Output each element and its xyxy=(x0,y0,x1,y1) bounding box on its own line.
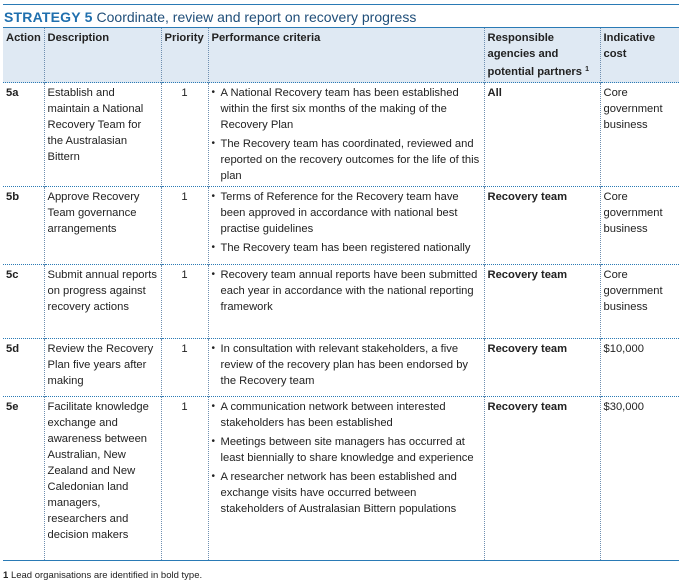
table-row xyxy=(3,187,679,265)
cost-cell: $10,000 xyxy=(600,339,679,397)
table-row xyxy=(3,339,679,397)
table-header-row xyxy=(3,28,679,83)
priority-cell: 1 xyxy=(161,187,208,265)
header-responsible-text: Responsible agencies and potential partners xyxy=(487,32,582,78)
criteria-list xyxy=(212,189,481,256)
criteria-cell xyxy=(208,265,484,339)
bullet-icon: • xyxy=(211,138,216,149)
header-responsible xyxy=(484,28,600,83)
table-row xyxy=(3,397,679,561)
header-description: Description xyxy=(44,28,161,83)
header-cost: Indicative cost xyxy=(600,28,679,83)
description-cell: Review the Recovery Plan five years after making xyxy=(44,339,161,397)
bullet-icon: • xyxy=(211,343,216,354)
description-cell: Establish and maintain a National Recovery Team for the Australasian Bittern xyxy=(44,83,161,187)
criteria-cell xyxy=(208,83,484,187)
criteria-item xyxy=(212,434,481,466)
footnote xyxy=(3,568,202,584)
header-responsible-footnote-ref: 1 xyxy=(585,66,590,73)
responsible-cell: Recovery team xyxy=(484,339,600,397)
criteria-text: Meetings between site managers has occurred at least biennially to share knowledge and experience xyxy=(220,436,474,464)
action-id-cell: 5a xyxy=(6,87,19,99)
footnote-text: Lead organisations are identified in bold type. xyxy=(10,570,203,581)
criteria-text: A researcher network has been established and exchange visits have occurred between stakeholders of Australasian Bittern populations xyxy=(220,471,457,515)
responsible-cell: Recovery team xyxy=(484,187,600,265)
description-cell: Submit annual reports on progress against recovery actions xyxy=(44,265,161,339)
criteria-cell xyxy=(208,339,484,397)
cost-cell: $30,000 xyxy=(600,397,679,561)
footnote-number: 1 xyxy=(3,570,9,581)
criteria-item xyxy=(212,85,481,133)
header-priority: Priority xyxy=(161,28,208,83)
criteria-item xyxy=(212,267,481,315)
priority-cell: 1 xyxy=(161,339,208,397)
header-action: Action xyxy=(3,28,44,83)
criteria-list xyxy=(212,85,481,184)
description-cell: Approve Recovery Team governance arrangements xyxy=(44,187,161,265)
table-row xyxy=(3,265,679,339)
strategy-title-text: Coordinate, review and report on recovery progress xyxy=(96,9,417,25)
criteria-text: A National Recovery team has been established within the first six months of the making of the Recovery Plan xyxy=(220,87,459,131)
description-cell: Facilitate knowledge exchange and awareness between Australian, New Zealand and New Caledonian land managers, researchers and decision makers xyxy=(44,397,161,561)
criteria-item xyxy=(212,189,481,237)
criteria-cell xyxy=(208,187,484,265)
bullet-icon: • xyxy=(211,242,216,253)
bullet-icon: • xyxy=(211,471,216,482)
criteria-text: A communication network between interested stakeholders has been established xyxy=(220,401,446,429)
strategy-table-container xyxy=(3,4,679,561)
table-body xyxy=(3,83,679,561)
cost-cell: Core government business xyxy=(600,83,679,187)
responsible-cell: All xyxy=(484,83,600,187)
bullet-icon: • xyxy=(211,269,216,280)
table-row xyxy=(3,83,679,187)
responsible-cell: Recovery team xyxy=(484,265,600,339)
bullet-icon: • xyxy=(211,436,216,447)
priority-cell: 1 xyxy=(161,397,208,561)
priority-cell: 1 xyxy=(161,83,208,187)
cost-cell: Core government business xyxy=(600,187,679,265)
criteria-item xyxy=(212,469,481,517)
criteria-list xyxy=(212,341,481,389)
action-id-cell: 5b xyxy=(6,191,20,203)
criteria-item xyxy=(212,240,481,256)
criteria-item xyxy=(212,399,481,431)
criteria-list xyxy=(212,399,481,517)
responsible-cell: Recovery team xyxy=(484,397,600,561)
bullet-icon: • xyxy=(211,401,216,412)
criteria-cell xyxy=(208,397,484,561)
criteria-text: The Recovery team has coordinated, reviewed and reported on the recovery outcomes for the life of this plan xyxy=(220,138,480,182)
cost-cell: Core government business xyxy=(600,265,679,339)
header-criteria: Performance criteria xyxy=(208,28,484,83)
criteria-text: Terms of Reference for the Recovery team have been approved in accordance with national best practise guidelines xyxy=(220,191,459,235)
strategy-label: STRATEGY 5 xyxy=(4,9,93,25)
strategy-title xyxy=(3,4,679,28)
criteria-text: In consultation with relevant stakeholders, a five review of the recovery plan has been endorsed by the Recovery team xyxy=(220,343,469,387)
criteria-text: Recovery team annual reports have been submitted each year in accordance with the national reporting framework xyxy=(220,269,478,313)
action-id-cell: 5c xyxy=(6,269,19,281)
criteria-list xyxy=(212,267,481,315)
criteria-item xyxy=(212,136,481,184)
actions-table xyxy=(3,28,679,561)
bullet-icon: • xyxy=(211,191,216,202)
action-id-cell: 5d xyxy=(6,343,20,355)
action-id-cell: 5e xyxy=(6,401,19,413)
priority-cell: 1 xyxy=(161,265,208,339)
criteria-text: The Recovery team has been registered nationally xyxy=(220,242,471,254)
criteria-item xyxy=(212,341,481,389)
bullet-icon: • xyxy=(211,87,216,98)
